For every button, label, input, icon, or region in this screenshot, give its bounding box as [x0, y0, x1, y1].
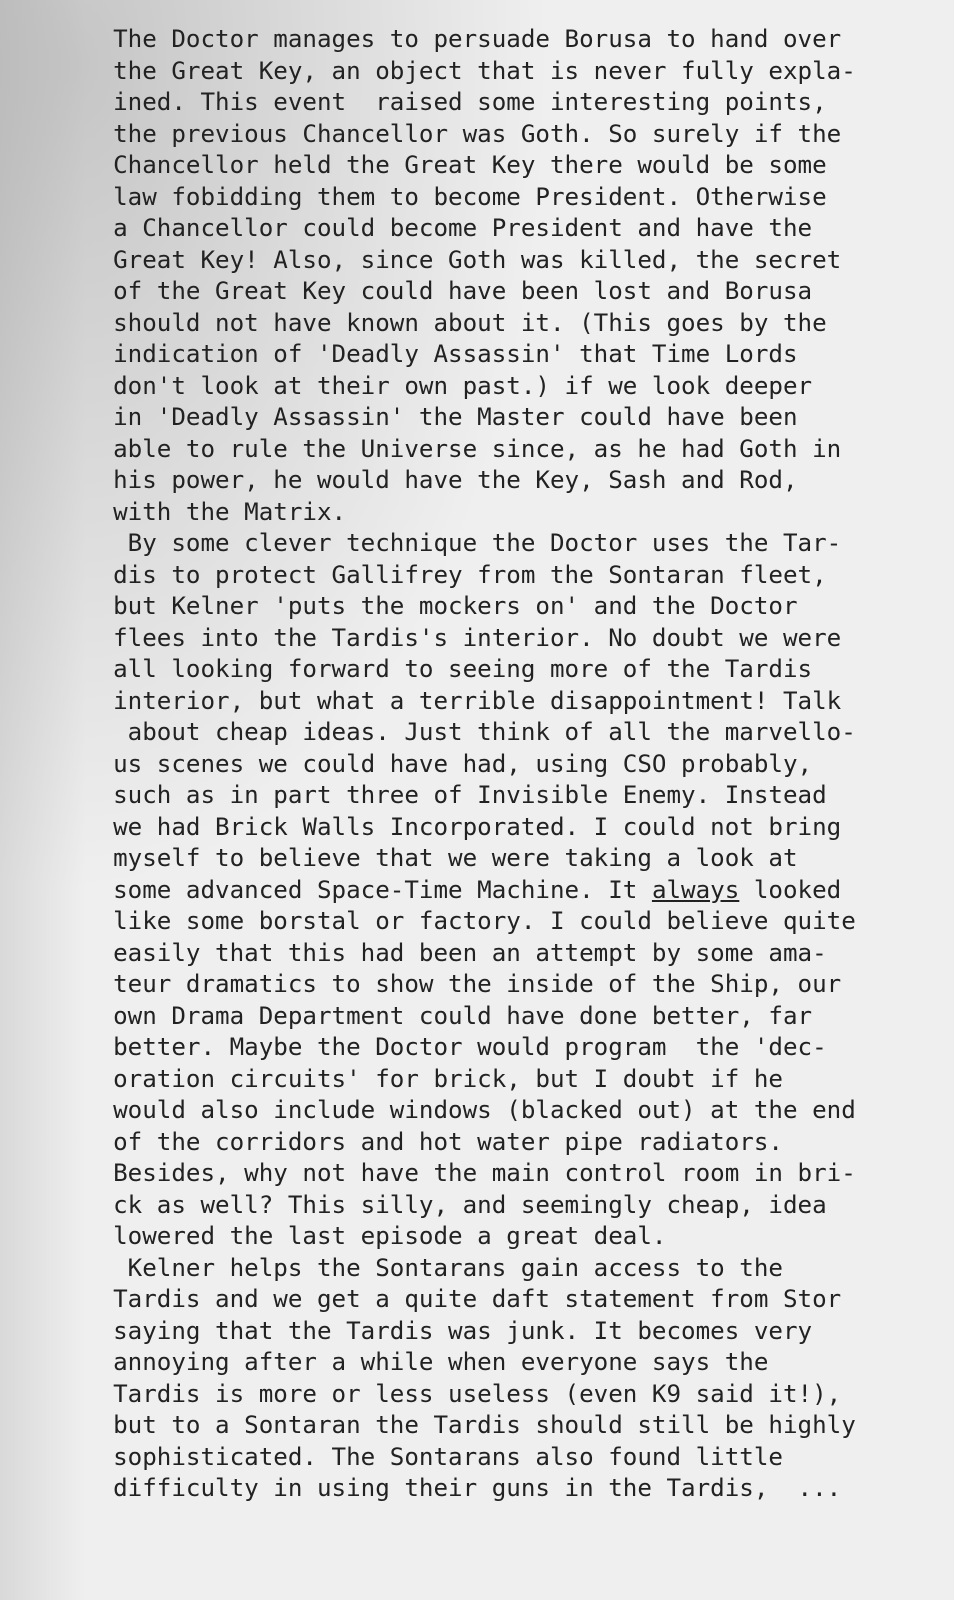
text-line: saying that the Tardis was junk. It becomes very [84, 1316, 813, 1345]
text-line: of the corridors and hot water pipe radiators. [84, 1127, 783, 1156]
text-line: dis to protect Gallifrey from the Sontaran fleet, [84, 560, 827, 589]
text-line: Tardis is more or less useless (even K9 said it!), [84, 1379, 842, 1408]
text-line: we had Brick Walls Incorporated. I could not bring [84, 812, 842, 841]
text-line: the Great Key, an object that is never fully expla- [84, 56, 856, 85]
text-line: such as in part three of Invisible Enemy. Instead [84, 781, 827, 809]
text-line: ck as well? This silly, and seemingly cheap, idea [84, 1190, 827, 1219]
text-line: annoying after a while when everyone says the [84, 1348, 769, 1376]
text-line-with-underline [84, 875, 914, 907]
text-line: about cheap ideas. Just think of all the marvello- [84, 718, 856, 746]
text-line: lowered the last episode a great deal. [84, 1222, 667, 1250]
text-line: us scenes we could have had, using CSO probably, [84, 749, 813, 778]
text-line: in 'Deadly Assassin' the Master could have been [84, 403, 798, 431]
text-line: a Chancellor could become President and have the [84, 214, 813, 242]
text-line: sophisticated. The Sontarans also found little [84, 1442, 783, 1471]
text-line: the previous Chancellor was Goth. So surely if the [84, 119, 842, 148]
text-line: but to a Sontaran the Tardis should still be highly [84, 1411, 856, 1439]
text-line: his power, he would have the Key, Sash and Rod, [84, 466, 798, 494]
text-line: should not have known about it. (This goes by the [84, 308, 827, 337]
text-line: flees into the Tardis's interior. No doubt we were [84, 623, 842, 652]
text-line: teur dramatics to show the inside of the Ship, our [84, 970, 842, 998]
text-line: Chancellor held the Great Key there would be some [84, 151, 827, 179]
text-line: oration circuits' for brick, but I doubt if he [84, 1064, 783, 1093]
text-line: but Kelner 'puts the mockers on' and the Doctor [84, 592, 798, 620]
text-line: would also include windows (blacked out) at the end [84, 1096, 856, 1124]
text-line: easily that this had been an attempt by some ama- [84, 938, 827, 967]
text-line: better. Maybe the Doctor would program the 'dec- [84, 1033, 827, 1061]
text-line: don't look at their own past.) if we look deeper [84, 371, 813, 400]
text-line: The Doctor manages to persuade Borusa to hand over [84, 25, 842, 53]
text-line: interior, but what a terrible disappointment! Talk [84, 686, 842, 715]
text-line: of the Great Key could have been lost and Borusa [84, 277, 813, 305]
text-line: law fobidding them to become President. Otherwise [84, 182, 827, 211]
text-line: difficulty in using their guns in the Tardis, ... [84, 1474, 842, 1502]
text-line: with the Matrix. [84, 497, 347, 526]
text-line: myself to believe that we were taking a look at [84, 844, 798, 872]
text-line: Besides, why not have the main control room in bri- [84, 1159, 856, 1187]
text-line: able to rule the Universe since, as he had Goth in [84, 434, 842, 463]
text-line: own Drama Department could have done better, far [84, 1001, 813, 1030]
text-line: Great Key! Also, since Goth was killed, the secret [84, 245, 842, 274]
text-line: By some clever technique the Doctor uses the Tar- [84, 529, 842, 557]
text-line: Kelner helps the Sontarans gain access to the [84, 1253, 783, 1282]
underlined-word: always [651, 875, 740, 904]
text-line: like some borstal or factory. I could believe quite [84, 907, 856, 935]
text-line: all looking forward to seeing more of the Tardis [84, 655, 813, 683]
text-line: indication of 'Deadly Assassin' that Time Lords [84, 340, 798, 368]
text-segment: some advanced Space-Time Machine. It [84, 875, 652, 904]
article-text [84, 24, 914, 1505]
text-line: Tardis and we get a quite daft statement from Stor [84, 1285, 842, 1313]
text-segment: looked [739, 875, 842, 904]
text-line: ined. This event raised some interesting points, [84, 88, 827, 116]
